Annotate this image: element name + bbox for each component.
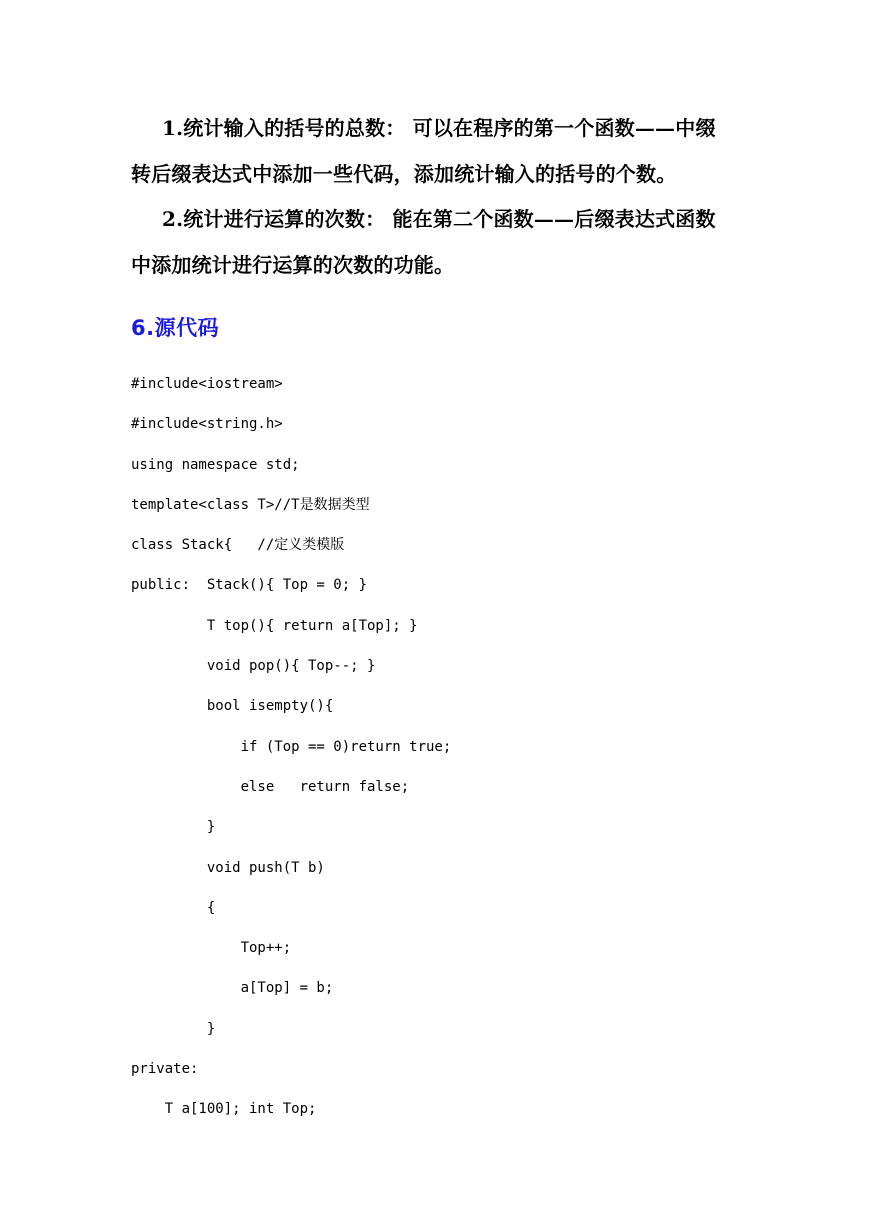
paragraph-operation-count: [131, 196, 741, 288]
code-line: else return false;: [131, 778, 410, 795]
code-line: T top(){ return a[Top]; }: [131, 617, 418, 634]
section-heading: 6.源代码: [131, 316, 220, 340]
code-line: void push(T b): [131, 859, 325, 876]
paragraph-line: 中添加统计进行运算的次数的功能。: [131, 253, 455, 277]
code-line: #include<string.h>: [131, 416, 283, 433]
paragraph-line: 2.统计进行运算的次数： 能在第二个函数——后缀表达式函数: [162, 207, 716, 231]
code-line: class Stack{ //定义类模版: [131, 537, 345, 554]
code-line: void pop(){ Top--; }: [131, 658, 376, 675]
code-line: public: Stack(){ Top = 0; }: [131, 577, 368, 594]
code-line: bool isempty(){: [131, 698, 334, 715]
code-line: T a[100]; int Top;: [131, 1101, 317, 1118]
code-line: template<class T>//T是数据类型: [131, 496, 370, 513]
code-line: }: [131, 1020, 216, 1037]
code-line: }: [131, 819, 216, 836]
paragraph-line: 1.统计输入的括号的总数： 可以在程序的第一个函数——中缀: [162, 116, 716, 140]
code-line: Top++;: [131, 940, 292, 957]
source-code-block: [131, 372, 831, 1138]
paragraph-bracket-count: [131, 105, 741, 197]
code-line: if (Top == 0)return true;: [131, 738, 452, 755]
code-line: a[Top] = b;: [131, 980, 334, 997]
paragraph-line: 转后缀表达式中添加一些代码，添加统计输入的括号的个数。: [131, 162, 677, 186]
code-line: #include<iostream>: [131, 376, 283, 392]
code-line: {: [131, 899, 216, 916]
code-line: using namespace std;: [131, 456, 300, 473]
code-line: private:: [131, 1061, 199, 1078]
